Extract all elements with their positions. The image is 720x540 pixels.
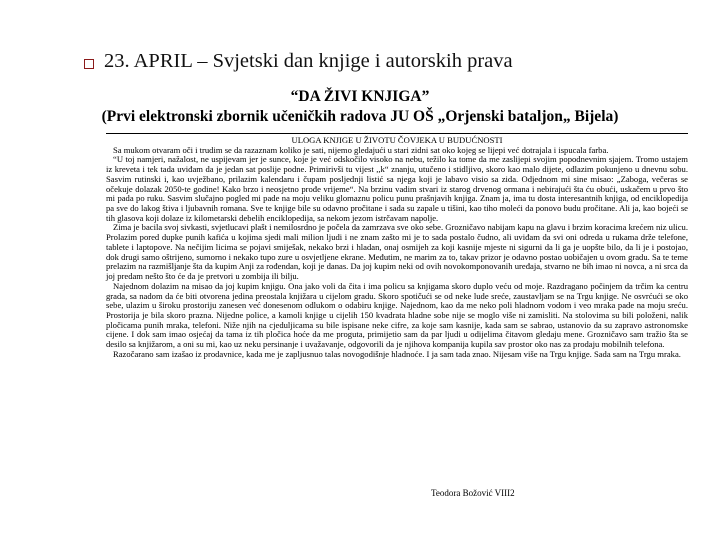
slide-bullet (84, 59, 94, 69)
slide-title: 23. APRIL – Svjetski dan knjige i autorskih prava (104, 50, 513, 72)
divider-rule (106, 133, 688, 134)
paragraph: “U toj namjeri, nažalost, ne uspijevam jer je sunce, koje je već odskočilo visoko na nebu, težilo ka tome da me zaslijepi svojim popodnevnim sjajem. Tromo ustajem iz kreveta i tek tada uviđam da je jedan sat poslije podne. Primirivši tu vijest ,,k“ znanju, utučeno i stidljivo, skoro kao malo dijete, odlazim pokunjeno u dnevnu sobu. Sasvim rutinski i, kao uvježbano, prilazim kalendaru i čupam posljednji listić sa njega koji je labavo visio sa zida. Odjednom mi sine misao: „Zaboga, večeras se očekuje dolazak 2050-te godine! Kako brzo i neosjetno prođe vrijeme“. Na brzinu vadim stvari iz starog drvenog ormana i nebirajući šta ću obući, uskačem u prvo što mi pada po ruku. Sasvim slučajno pogled mi pade na moju veliku glomaznu policu punu prašnjavih knjiga. Znam ja, ima tu dosta interesantnih knjiga, od enciklopedija pa sve do lakog štiva i ljubavnih romana. Sve te knjige bile su odavno pročitane i sada su zapale u tišini, kao tiho moleći da ponovo budu pročitane. Ali ja, kao bojeći se tih glasova koji dolaze iz kilometarski debelih enciklopedija, sa nekom jezom istrčavam napolje. (106, 154, 688, 223)
slide-subtitle-line2: (Prvi elektronski zbornik učeničkih radova JU OŠ „Orjenski bataljon„ Bijela) (101, 108, 619, 125)
paragraph: Sa mukom otvaram oči i trudim se da razaznam koliko je sati, nijemo gledajući u stari zidni sat oko kojeg se lijepi već dotrajala i ispucala farba. (113, 144, 609, 155)
paragraph: Razočarano sam izašao iz prodavnice, kada me je zapljusnuo talas novogodišnje hladnoće. I ja sam tada znao. Nijesam više na Trgu knjige. Sada sam na Trgu mraka. (113, 348, 681, 359)
slide-subtitle-line1: “DA ŽIVI KNJIGA” (290, 88, 430, 105)
document-body (106, 136, 688, 360)
paragraph: Najednom dolazim na misao da joj kupim knjigu. Ona jako voli da čita i ima policu sa knjigama skoro duplo veću od moje. Razdragano počinjem da trčim ka centru grada, sa nadom da će biti otvorena jedina preostala knjižara u cijelom gradu. Skoro spotičući se od neke lude sreće, zaustavljam se na Trgu knjige. Ne osvrćući se oko sebe, ulazim u široku prostoriju zanesen već donesenom odlukom o odabiru knjige. Najednom, kao da me neko poli hladnom vodom i veo mraka pade na moju sreću. Prostorija je bila skoro prazna. Nijedne police, a kamoli knjige u cijelih 150 kvadrata hladne sobe nije se moglo više ni zamisliti. Na stolovima su bili položeni, nalik pločicama punih mraka, telefoni. Niže njih na cjeduljicama su bile ispisane neke cifre, za koje sam kasnije, kada sam se sabrao, ustanovio da su zapravo astronomske cijene. I dok sam imao osjećaj da tama iz tih pločica hoće da me proguta, primijetio sam da par ljudi u odijelima čitavom gledaju mene. Grozničavo sam tražio šta se desilo sa knjižarom, a oni su mi, kao uz neku persinanje i uvažavanje, odgovorili da je njihova kompanija kupila sav prostor oko nas za prodaju mobilnih telefona. (106, 280, 688, 350)
author-signature: Teodora Božović VIII2 (431, 488, 515, 498)
document-heading: ULOGA KNJIGE U ŽIVOTU ČOVJEKA U BUDUĆNOSTI (291, 135, 503, 145)
paragraph: Zima je bacila svoj sivkasti, svjetlucavi plašt i nemilosrdno je počela da zamrzava sve oko sebe. Grozničavo nabijam kapu na glavu i brzim koracima krećem niz ulicu. Prolazim pored dupke punih kafića u kojima sjedi mali milion ljudi i ne znam zašto mi je to sada postalo čudno, ali uviđam da svi oni odreda u rukama drže telefone, tablete i laptopove. Na nečijim licima se pojavi smiješak, nekako brzi i hladan, onaj osmijeh za koji kasnije mjeste ni sigurni da li ga je uopšte bilo, da li je i postojao, dok drugi samo oštrijeno, sumorno i nekako tupo zure u osvjetljene ekrane. Međutim, ne marim za to, takav prizor je odavno postao uobičajen u ovom gradu. Sa te teme prelazim na razmišljanje šta da kupim Anji za rođendan, koji je danas. Da joj kupim neki od ovih novokomponovanih uređaja, stvarno ne bih imao ni novca, a ni srca da joj predam nešto što će da je pretvori u zombija ili bilju. (106, 222, 688, 282)
